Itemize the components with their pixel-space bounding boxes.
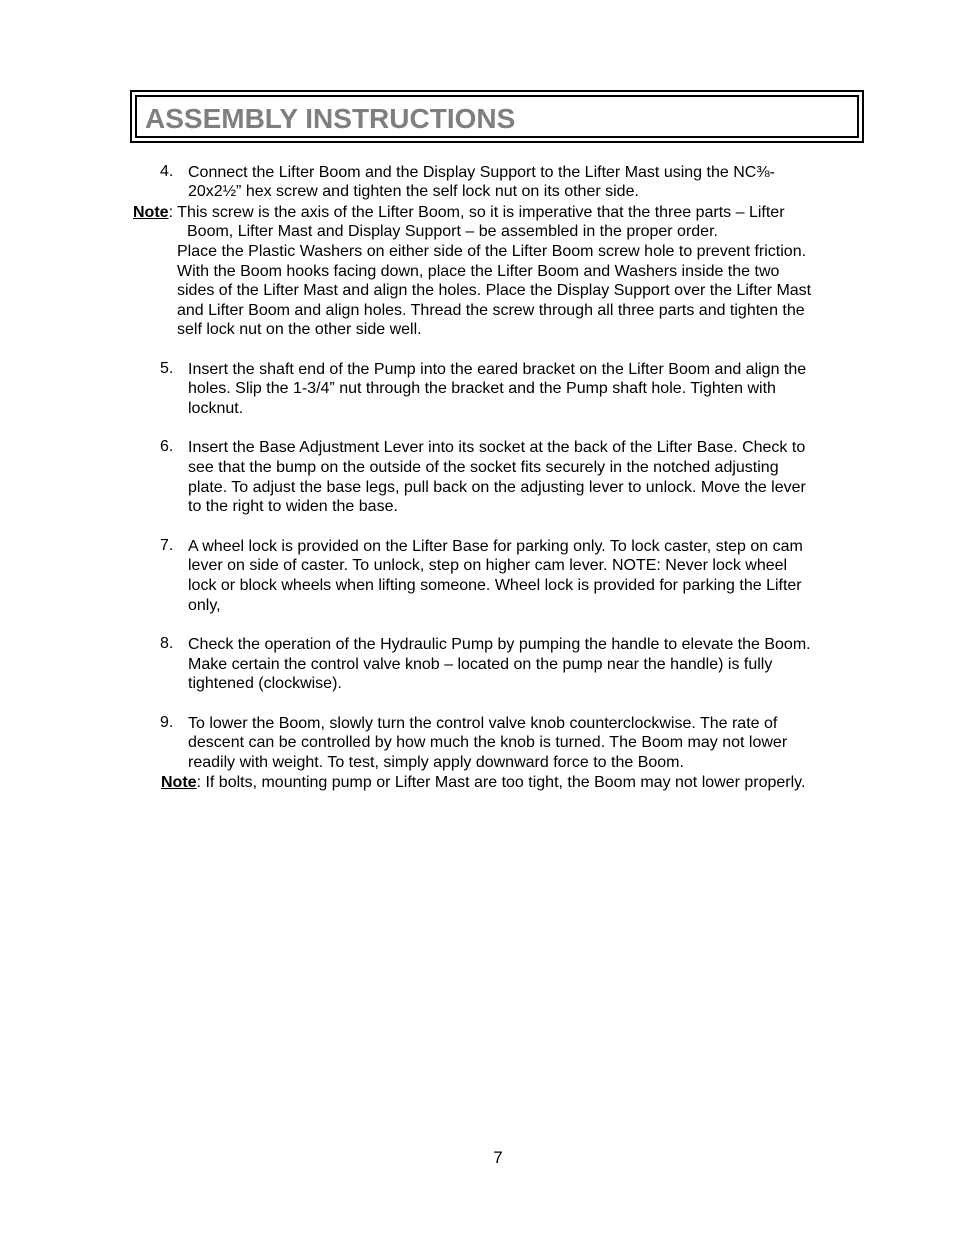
step-text-line: Insert the shaft end of the Pump into the eared bracket on the Lifter Boom and align the bbox=[188, 361, 807, 378]
step-text-line: only, bbox=[188, 597, 221, 614]
section-header bbox=[130, 90, 864, 143]
step-text-line: tightened (clockwise). bbox=[188, 675, 342, 692]
note-text: : If bolts, mounting pump or Lifter Mast are too tight, the Boom may not lower properly. bbox=[196, 774, 806, 791]
note-paragraph-line: and Lifter Boom and align holes. Thread the screw through all three parts and tighten the bbox=[177, 302, 805, 319]
step-text-line: lever on side of caster. To unlock, step on higher cam lever. NOTE: Never lock wheel bbox=[188, 557, 788, 574]
step-text-line: to the right to widen the base. bbox=[188, 498, 398, 515]
step-number: 7. bbox=[160, 537, 174, 554]
step-text-line: Connect the Lifter Boom and the Display Support to the Lifter Mast using the NC⅜- bbox=[188, 164, 775, 181]
section-header-inner-border bbox=[135, 95, 859, 138]
step-text-line: Check the operation of the Hydraulic Pump by pumping the handle to elevate the Boom. bbox=[188, 636, 811, 653]
step-number: 4. bbox=[160, 163, 174, 180]
step-number: 6. bbox=[160, 438, 174, 455]
page-number: 7 bbox=[493, 1148, 503, 1167]
step-text-line: holes. Slip the 1-3/4” nut through the bracket and the Pump shaft hole. Tighten with bbox=[188, 380, 776, 397]
page-title: ASSEMBLY INSTRUCTIONS bbox=[145, 103, 516, 134]
step-text-line: lock or block wheels when lifting someone. Wheel lock is provided for parking the Lifter bbox=[188, 577, 802, 594]
step-number: 9. bbox=[160, 714, 174, 731]
step-text-line: locknut. bbox=[188, 400, 244, 417]
step-text-line: readily with weight. To test, simply apply downward force to the Boom. bbox=[188, 754, 684, 771]
step-text-line: Make certain the control valve knob – located on the pump near the handle) is fully bbox=[188, 656, 773, 673]
note-text-line: Boom, Lifter Mast and Display Support – be assembled in the proper order. bbox=[187, 223, 718, 240]
step-number: 8. bbox=[160, 635, 174, 652]
step-text-line: descent can be controlled by how much the knob is turned. The Boom may not lower bbox=[188, 734, 788, 751]
note-paragraph-line: sides of the Lifter Mast and align the holes. Place the Display Support over the Lifter Mast bbox=[177, 282, 812, 299]
note-paragraph-line: With the Boom hooks facing down, place the Lifter Boom and Washers inside the two bbox=[177, 263, 780, 280]
step-text-line: see that the bump on the outside of the socket fits securely in the notched adjusting bbox=[188, 459, 779, 476]
step-number: 5. bbox=[160, 360, 174, 377]
note-label: Note bbox=[161, 774, 197, 791]
note-label: Note bbox=[133, 204, 169, 221]
step-text-line: A wheel lock is provided on the Lifter Base for parking only. To lock caster, step on cam bbox=[188, 538, 803, 555]
note-text: : This screw is the axis of the Lifter Boom, so it is imperative that the three parts – Lifter bbox=[168, 204, 785, 221]
note-line bbox=[133, 203, 785, 223]
note-line bbox=[161, 773, 805, 793]
step-text-line: plate. To adjust the base legs, pull back on the adjusting lever to unlock. Move the lever bbox=[188, 479, 806, 496]
note-paragraph-line: self lock nut on the other side well. bbox=[177, 321, 422, 338]
note-paragraph-line: Place the Plastic Washers on either side of the Lifter Boom screw hole to prevent friction. bbox=[177, 243, 807, 260]
step-text-line: Insert the Base Adjustment Lever into its socket at the back of the Lifter Base. Check to bbox=[188, 439, 806, 456]
step-text-line: To lower the Boom, slowly turn the control valve knob counterclockwise. The rate of bbox=[188, 715, 778, 732]
step-text-line: 20x2½” hex screw and tighten the self lock nut on its other side. bbox=[188, 183, 639, 200]
